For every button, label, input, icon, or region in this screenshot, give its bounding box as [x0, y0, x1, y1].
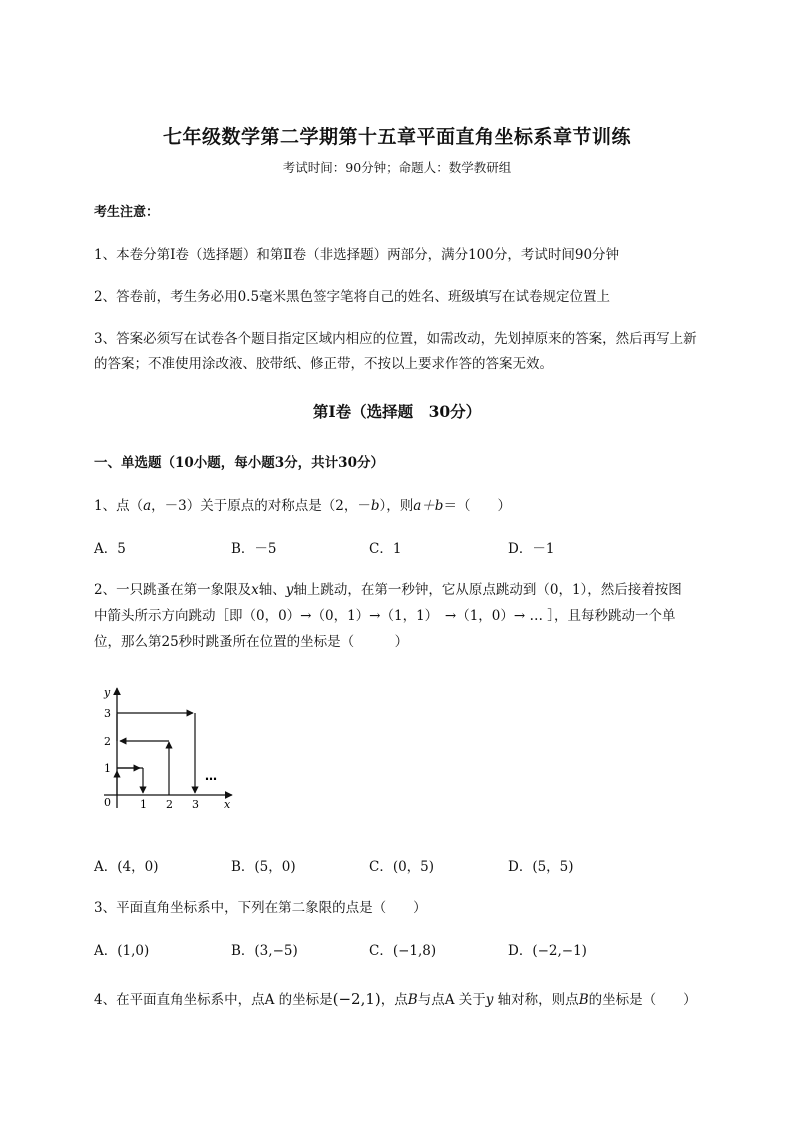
question-2-line-2: 中箭头所示方向跳动［即（0，0）→（0，1）→（1，1） →（1，0）→ … ］，且每秒跳动一个单 — [94, 608, 676, 624]
notice-item-2: 2、答卷前，考生务必用0.5毫米黑色签字笔将自己的姓名、班级填写在试卷规定位置上 — [94, 289, 611, 305]
q1-option-b[interactable]: B．－5 — [231, 541, 277, 557]
question-2-line-1: 2、一只跳蚤在第一象限及x轴、y轴上跳动，在第一秒钟，它从原点跳动到（0，1），然后接着按图 — [94, 582, 682, 598]
q3-option-d[interactable]: D．(−2,−1) — [508, 943, 587, 959]
q2-option-d[interactable]: D．(5，5) — [508, 859, 574, 875]
exam-info: 考试时间：90分钟；命题人：数学教研组 — [282, 160, 512, 175]
q3-option-a[interactable]: A．(1,0) — [94, 943, 150, 959]
y-tick-3: 3 — [104, 707, 111, 720]
q2-option-c[interactable]: C．(0，5) — [369, 859, 435, 875]
q1-option-d[interactable]: D．－1 — [508, 541, 555, 557]
section-title: 第I卷（选择题 30分） — [312, 402, 482, 421]
x-tick-3: 3 — [192, 798, 199, 811]
notice-item-3-cont: 的答案；不准使用涂改液、胶带纸、修正带，不按以上要求作答的答案无效。 — [94, 356, 553, 372]
section-subheading: 一、单选题（10小题，每小题3分，共计30分） — [94, 455, 384, 471]
q2-option-b[interactable]: B．(5，0) — [231, 859, 296, 875]
x-tick-1: 1 — [140, 798, 147, 811]
page-title: 七年级数学第二学期第十五章平面直角坐标系章节训练 — [162, 126, 631, 148]
q3-option-b[interactable]: B．(3,−5) — [231, 943, 298, 959]
notice-heading: 考生注意： — [94, 205, 160, 220]
x-tick-2: 2 — [166, 798, 173, 811]
origin-label: 0 — [104, 796, 111, 809]
question-4: 4、在平面直角坐标系中，点A 的坐标是(−2,1)，点B与点A 关于y 轴对称，则点B的坐标是（ ） — [94, 990, 697, 1008]
notice-item-1: 1、本卷分第I卷（选择题）和第Ⅱ卷（非选择题）两部分，满分100分，考试时间90分钟 — [94, 247, 620, 263]
q1-option-c[interactable]: C．1 — [369, 541, 402, 557]
question-3: 3、平面直角坐标系中，下列在第二象限的点是（ ） — [94, 900, 427, 916]
question-1: 1、点（a，－3）关于原点的对称点是（2，－b），则a＋b＝（ ） — [94, 498, 511, 514]
y-tick-2: 2 — [104, 735, 111, 748]
notice-item-3: 3、答案必须写在试卷各个题目指定区域内相应的位置，如需改动，先划掉原来的答案，然后再写上新 — [94, 331, 697, 347]
q1-option-a[interactable]: A．5 — [94, 541, 126, 557]
y-tick-1: 1 — [104, 762, 111, 775]
x-axis-label: x — [224, 798, 231, 811]
ellipsis: … — [205, 769, 217, 783]
question-2-line-3: 位，那么第25秒时跳蚤所在位置的坐标是（ ） — [94, 634, 409, 650]
y-axis-label: y — [104, 686, 111, 699]
q2-option-a[interactable]: A．(4，0) — [94, 859, 159, 875]
q3-option-c[interactable]: C．(−1,8) — [369, 943, 437, 959]
